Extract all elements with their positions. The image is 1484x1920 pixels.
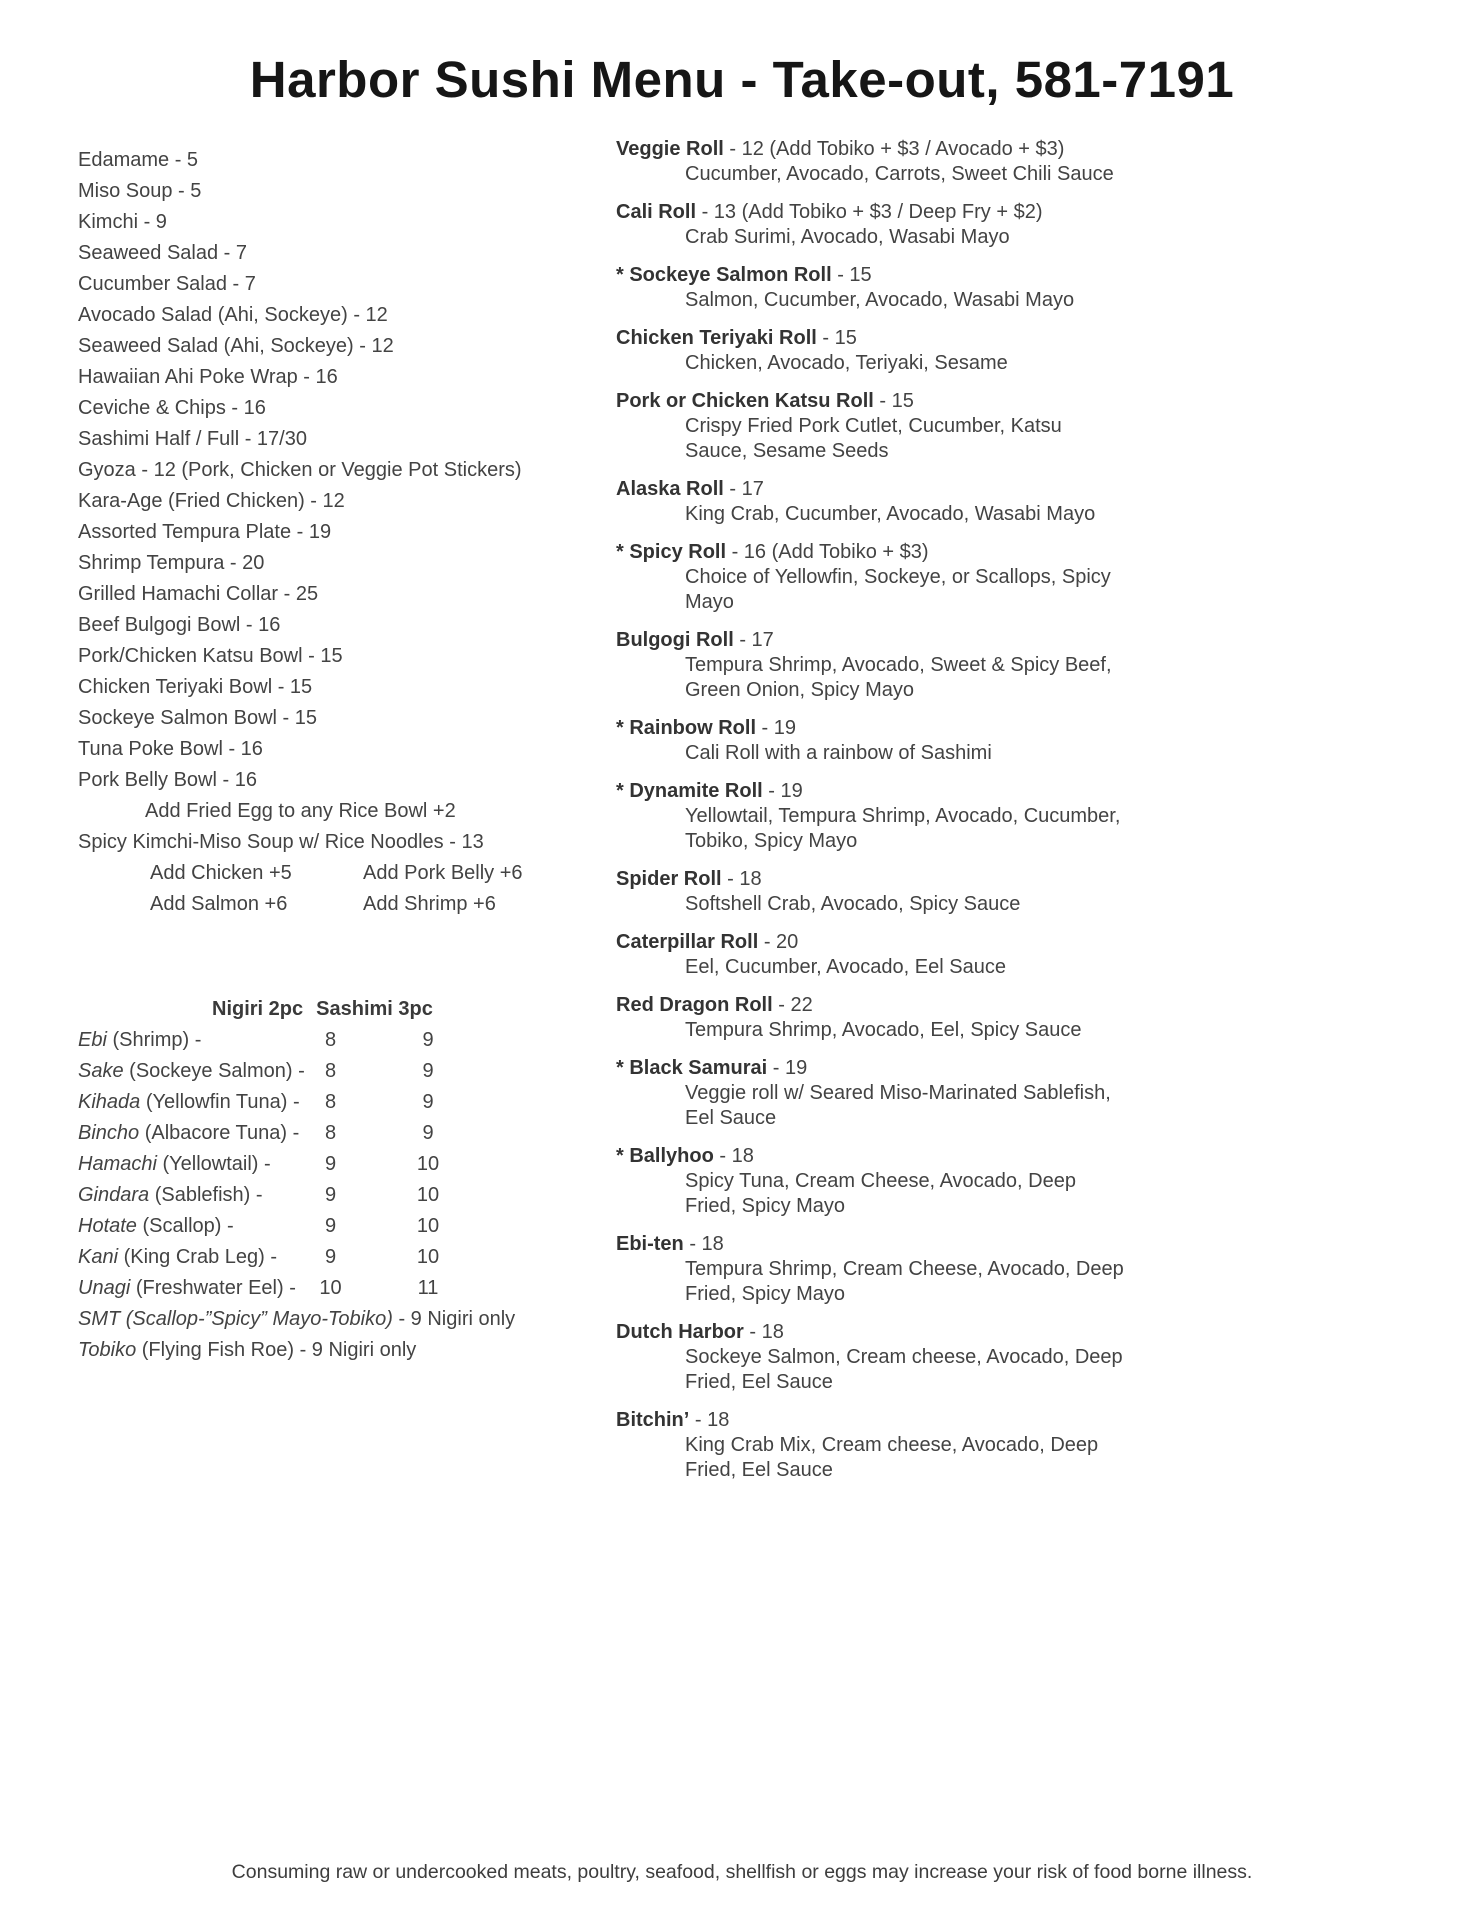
nigiri-row (78, 1087, 603, 1118)
roll-description: Softshell Crab, Avocado, Spicy Sauce (685, 893, 1021, 915)
roll-item (616, 1320, 1128, 1395)
roll-item (616, 1144, 1128, 1219)
nigiri-japanese-name: Bincho (78, 1122, 140, 1144)
nigiri-japanese-name: Sake (78, 1060, 124, 1082)
roll-price-suffix: - 18 (689, 1409, 730, 1431)
addon-fried-egg: Add Fried Egg to any Rice Bowl +2 (145, 800, 456, 822)
nigiri-japanese-name: Kihada (78, 1091, 141, 1113)
roll-price-suffix: - 18 (743, 1321, 784, 1343)
roll-item (616, 326, 1128, 376)
nigiri-price: 8 (324, 1122, 337, 1144)
nigiri-table-body (78, 1025, 603, 1304)
rolls-column (616, 137, 1128, 1496)
roll-description: Salmon, Cucumber, Avocado, Wasabi Mayo (685, 289, 1075, 311)
roll-item (616, 779, 1128, 854)
roll-description: Crab Surimi, Avocado, Wasabi Mayo (685, 226, 1010, 248)
roll-description: Cucumber, Avocado, Carrots, Sweet Chili Sauce (685, 163, 1114, 185)
page-title: Harbor Sushi Menu - Take-out, 581-7191 (249, 51, 1235, 108)
nigiri-english-name: (King Crab Leg) - (123, 1246, 277, 1268)
nigiri-row (78, 1149, 603, 1180)
nigiri-extra-row (78, 1304, 603, 1335)
nigiri-english-name: (Albacore Tuna) - (144, 1122, 300, 1144)
nigiri-japanese-name: Unagi (78, 1277, 131, 1299)
roll-price-suffix: - 15 (816, 327, 857, 349)
sashimi-price: 9 (422, 1029, 434, 1051)
roll-price-suffix: - 16 (Add Tobiko + $3) (726, 541, 929, 563)
roll-name: Bulgogi Roll (616, 629, 734, 651)
roll-name: Dutch Harbor (616, 1321, 744, 1343)
appetizer-item: Gyoza - 12 (Pork, Chicken or Veggie Pot Stickers) (78, 459, 522, 481)
nigiri-extras (78, 1304, 603, 1366)
nigiri-price: 9 (324, 1215, 337, 1237)
nigiri-japanese-name: Kani (78, 1246, 119, 1268)
roll-title (616, 263, 1128, 288)
roll-description: Sockeye Salmon, Cream cheese, Avocado, Deep Fried, Eel Sauce (685, 1346, 1123, 1393)
nigiri-price: 8 (324, 1029, 337, 1051)
roll-description: Choice of Yellowfin, Sockeye, or Scallops, Spicy Mayo (685, 566, 1111, 613)
nigiri-row (78, 1273, 603, 1304)
appetizer-item: Hawaiian Ahi Poke Wrap - 16 (78, 366, 338, 388)
roll-title (616, 867, 1128, 892)
nigiri-japanese-name: Hamachi (78, 1153, 157, 1175)
roll-description: Tempura Shrimp, Avocado, Eel, Spicy Sauce (685, 1019, 1082, 1041)
roll-description: Veggie roll w/ Seared Miso-Marinated Sablefish, Eel Sauce (685, 1082, 1111, 1129)
roll-item (616, 477, 1128, 527)
roll-title (616, 779, 1128, 804)
addon-chicken: Add Chicken +5 (150, 862, 292, 884)
roll-item (616, 1232, 1128, 1307)
roll-item (616, 263, 1128, 313)
roll-description: Tempura Shrimp, Cream Cheese, Avocado, Deep Fried, Spicy Mayo (685, 1258, 1124, 1305)
roll-price-suffix: - 19 (762, 780, 803, 802)
nigiri-table-header (78, 994, 603, 1025)
roll-name: * Sockeye Salmon Roll (616, 264, 832, 286)
nigiri-item-name (78, 1273, 308, 1304)
appetizer-item: Miso Soup - 5 (78, 180, 202, 202)
roll-name: Ebi-ten (616, 1233, 684, 1255)
footer-disclaimer: Consuming raw or undercooked meats, poultry, seafood, shellfish or eggs may increase your risk of food borne illness. (231, 1861, 1253, 1883)
roll-price-suffix: - 19 (756, 717, 797, 739)
roll-description: Crispy Fried Pork Cutlet, Cucumber, Katsu Sauce, Sesame Seeds (685, 415, 1062, 462)
appetizers-list (78, 145, 603, 796)
roll-price-suffix: - 20 (758, 931, 799, 953)
kimchi-miso-soup-item: Spicy Kimchi-Miso Soup w/ Rice Noodles - 13 (78, 831, 484, 853)
roll-name: * Rainbow Roll (616, 717, 756, 739)
sashimi-column-header: Sashimi 3pc (316, 998, 433, 1020)
roll-item (616, 867, 1128, 917)
sashimi-price: 11 (417, 1277, 439, 1299)
roll-title (616, 1056, 1128, 1081)
nigiri-item-name (78, 1242, 308, 1273)
nigiri-japanese-name: Hotate (78, 1215, 137, 1237)
appetizer-item: Chicken Teriyaki Bowl - 15 (78, 676, 313, 698)
roll-name: Red Dragon Roll (616, 994, 773, 1016)
roll-title (616, 389, 1128, 414)
roll-name: Veggie Roll (616, 138, 724, 160)
roll-price-suffix: - 18 (713, 1145, 754, 1167)
nigiri-price: 9 (324, 1184, 337, 1206)
roll-title (616, 1144, 1128, 1169)
menu-columns (0, 138, 1484, 1496)
roll-title (616, 200, 1128, 225)
addon-salmon: Add Salmon +6 (150, 893, 288, 915)
appetizer-item: Edamame - 5 (78, 149, 199, 171)
nigiri-price: 8 (324, 1060, 337, 1082)
roll-description: Tempura Shrimp, Avocado, Sweet & Spicy Beef, Green Onion, Spicy Mayo (685, 654, 1112, 701)
roll-title (616, 628, 1128, 653)
roll-item (616, 389, 1128, 464)
roll-item (616, 628, 1128, 703)
addon-pork-belly: Add Pork Belly +6 (363, 862, 523, 884)
roll-name: * Ballyhoo (616, 1145, 714, 1167)
roll-price-suffix: - 12 (Add Tobiko + $3 / Avocado + $3) (723, 138, 1065, 160)
roll-price-suffix: - 15 (873, 390, 914, 412)
nigiri-extra-detail: (Flying Fish Roe) - 9 Nigiri only (141, 1339, 417, 1361)
roll-name: * Dynamite Roll (616, 780, 763, 802)
nigiri-japanese-name: Gindara (78, 1184, 150, 1206)
nigiri-price: 9 (324, 1153, 337, 1175)
roll-title (616, 993, 1128, 1018)
appetizer-item: Ceviche & Chips - 16 (78, 397, 266, 419)
roll-description: Eel, Cucumber, Avocado, Eel Sauce (685, 956, 1006, 978)
roll-item (616, 993, 1128, 1043)
nigiri-item-name (78, 1149, 308, 1180)
nigiri-english-name: (Sockeye Salmon) - (129, 1060, 305, 1082)
nigiri-english-name: (Yellowtail) - (162, 1153, 271, 1175)
left-column (78, 145, 603, 1366)
roll-item (616, 1408, 1128, 1483)
roll-price-suffix: - 18 (721, 868, 762, 890)
sashimi-price: 10 (416, 1153, 440, 1175)
nigiri-price: 10 (319, 1277, 342, 1299)
appetizer-item: Beef Bulgogi Bowl - 16 (78, 614, 281, 636)
appetizer-item: Cucumber Salad - 7 (78, 273, 256, 295)
roll-title (616, 477, 1128, 502)
nigiri-english-name: (Yellowfin Tuna) - (145, 1091, 300, 1113)
nigiri-extra-row (78, 1335, 603, 1366)
nigiri-item-name (78, 1025, 308, 1056)
nigiri-item-name (78, 1056, 308, 1087)
appetizer-item: Avocado Salad (Ahi, Sockeye) - 12 (78, 304, 388, 326)
roll-name: Chicken Teriyaki Roll (616, 327, 817, 349)
roll-name: * Black Samurai (616, 1057, 768, 1079)
roll-name: Spider Roll (616, 868, 722, 890)
roll-description: Chicken, Avocado, Teriyaki, Sesame (685, 352, 1008, 374)
sashimi-price: 9 (422, 1091, 434, 1113)
nigiri-column-header: Nigiri 2pc (212, 998, 304, 1020)
appetizer-item: Sashimi Half / Full - 17/30 (78, 428, 307, 450)
roll-title (616, 1408, 1128, 1433)
appetizer-item: Pork/Chicken Katsu Bowl - 15 (78, 645, 343, 667)
appetizer-item: Pork Belly Bowl - 16 (78, 769, 257, 791)
appetizer-item: Kara-Age (Fried Chicken) - 12 (78, 490, 345, 512)
nigiri-extra-detail: - 9 Nigiri only (398, 1308, 516, 1330)
roll-item (616, 716, 1128, 766)
roll-price-suffix: - 19 (767, 1057, 808, 1079)
roll-item (616, 930, 1128, 980)
roll-name: * Spicy Roll (616, 541, 727, 563)
roll-item (616, 200, 1128, 250)
roll-description: Cali Roll with a rainbow of Sashimi (685, 742, 992, 764)
nigiri-extra-name: Tobiko (78, 1339, 137, 1361)
roll-item (616, 137, 1128, 187)
nigiri-item-name (78, 1087, 308, 1118)
appetizer-item: Shrimp Tempura - 20 (78, 552, 265, 574)
nigiri-row (78, 1025, 603, 1056)
nigiri-row (78, 1056, 603, 1087)
roll-description: Yellowtail, Tempura Shrimp, Avocado, Cucumber, Tobiko, Spicy Mayo (685, 805, 1121, 852)
nigiri-row (78, 1242, 603, 1273)
roll-title (616, 716, 1128, 741)
roll-name: Cali Roll (616, 201, 697, 223)
roll-name: Pork or Chicken Katsu Roll (616, 390, 874, 412)
roll-title (616, 540, 1128, 565)
nigiri-extra-name: SMT (Scallop-”Spicy” Mayo-Tobiko) (78, 1308, 393, 1330)
appetizer-item: Seaweed Salad - 7 (78, 242, 248, 264)
appetizer-item: Tuna Poke Bowl - 16 (78, 738, 263, 760)
appetizer-item: Grilled Hamachi Collar - 25 (78, 583, 319, 605)
nigiri-english-name: (Shrimp) - (112, 1029, 202, 1051)
roll-name: Caterpillar Roll (616, 931, 759, 953)
roll-item (616, 1056, 1128, 1131)
header-spacer (78, 994, 212, 1025)
nigiri-item-name (78, 1211, 308, 1242)
nigiri-row (78, 1180, 603, 1211)
nigiri-item-name (78, 1180, 308, 1211)
roll-title (616, 930, 1128, 955)
nigiri-english-name: (Freshwater Eel) - (135, 1277, 296, 1299)
nigiri-price: 8 (324, 1091, 337, 1113)
roll-item (616, 540, 1128, 615)
roll-price-suffix: - 22 (772, 994, 813, 1016)
roll-price-suffix: - 17 (723, 478, 764, 500)
roll-title (616, 326, 1128, 351)
appetizer-item: Kimchi - 9 (78, 211, 167, 233)
roll-name: Bitchin’ (616, 1409, 690, 1431)
nigiri-row (78, 1211, 603, 1242)
appetizer-item: Sockeye Salmon Bowl - 15 (78, 707, 318, 729)
sashimi-price: 9 (422, 1060, 434, 1082)
sashimi-price: 10 (416, 1215, 440, 1237)
roll-name: Alaska Roll (616, 478, 724, 500)
nigiri-price: 9 (324, 1246, 337, 1268)
nigiri-row (78, 1118, 603, 1149)
header-gap (303, 994, 316, 1025)
roll-title (616, 1320, 1128, 1345)
addon-row-1 (78, 858, 603, 889)
roll-price-suffix: - 18 (683, 1233, 724, 1255)
appetizer-item: Seaweed Salad (Ahi, Sockeye) - 12 (78, 335, 394, 357)
nigiri-english-name: (Sablefish) - (154, 1184, 263, 1206)
sashimi-price: 9 (422, 1122, 434, 1144)
roll-title (616, 137, 1128, 162)
roll-description: Spicy Tuna, Cream Cheese, Avocado, Deep Fried, Spicy Mayo (685, 1170, 1076, 1217)
nigiri-japanese-name: Ebi (78, 1029, 107, 1051)
roll-price-suffix: - 13 (Add Tobiko + $3 / Deep Fry + $2) (696, 201, 1043, 223)
roll-description: King Crab Mix, Cream cheese, Avocado, Deep Fried, Eel Sauce (685, 1434, 1099, 1481)
roll-price-suffix: - 17 (733, 629, 774, 651)
sashimi-price: 10 (416, 1246, 440, 1268)
nigiri-sashimi-section (78, 994, 603, 1366)
roll-price-suffix: - 15 (831, 264, 872, 286)
addon-row-2 (78, 889, 603, 920)
sashimi-price: 10 (416, 1184, 440, 1206)
addon-shrimp: Add Shrimp +6 (363, 893, 496, 915)
nigiri-english-name: (Scallop) - (142, 1215, 234, 1237)
roll-title (616, 1232, 1128, 1257)
nigiri-item-name (78, 1118, 308, 1149)
roll-description: King Crab, Cucumber, Avocado, Wasabi Mayo (685, 503, 1096, 525)
appetizer-item: Assorted Tempura Plate - 19 (78, 521, 332, 543)
